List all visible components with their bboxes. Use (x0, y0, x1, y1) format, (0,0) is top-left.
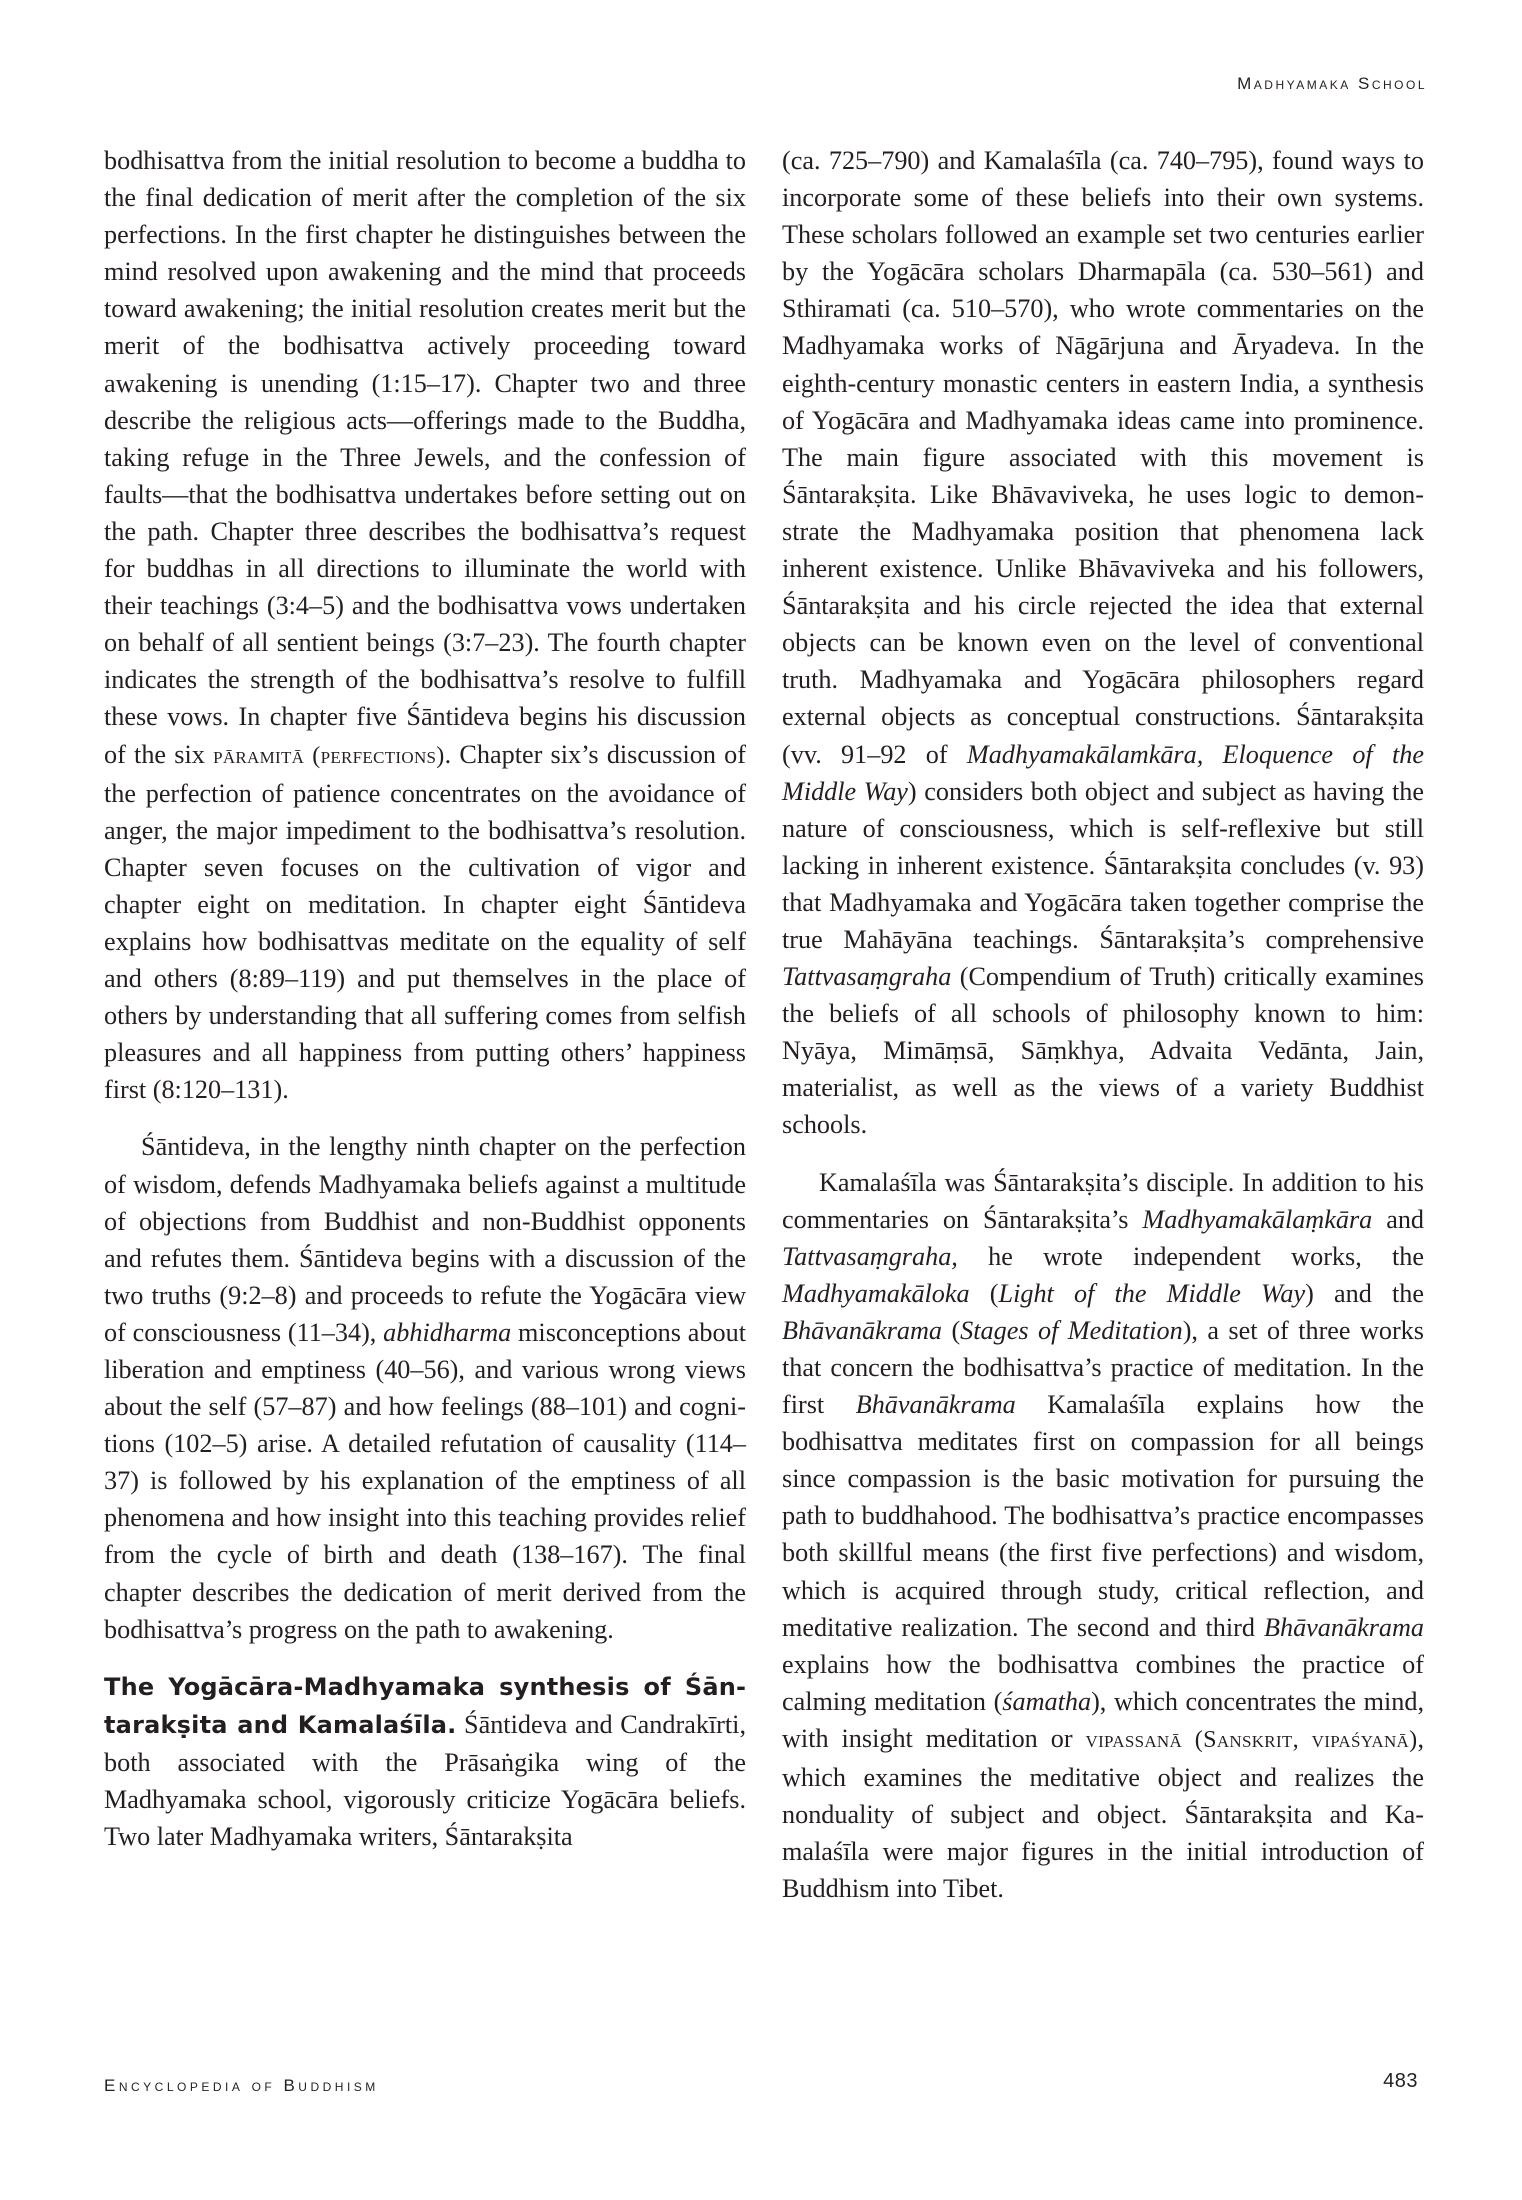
text-run: , which examines the meditative object and realizes the nonduality of subject and object. Śāntarakṣita and Kamalaśīla were major figures in the initial introduction of Buddhism into Tibet. (782, 1723, 1425, 1904)
italic-title: Tattvasaṃgraha, (782, 1241, 958, 1271)
paragraph-kamalasila (782, 1164, 1424, 1908)
text-run: ) considers both object and subject as having the nature of consciousness, which is self-reflexive but still lacking in inherent existence. Śāntarakṣita concludes (v. 93) that Madhyamaka and Yogācāra taken together comprise the true Mahāyāna teachings. Śāntarakṣita’s comprehensive (782, 776, 1424, 954)
italic-title: Madhyamakāloka (782, 1278, 970, 1308)
paragraph-ninth-chapter (104, 1128, 746, 1647)
footer-book-title: Encyclopedia of Buddhism (104, 2076, 379, 2095)
cross-reference[interactable]: pāramitā (perfections) (213, 742, 445, 769)
text-run: Kamalaśīla explains how the bodhisattva meditates first on compassion for all beings since compassion is the basic motivation for pursuing the path to buddhahood. The bodhisattva’s practice encompasses both skillful means (the first five perfections) and wisdom, which is acquired through study, critical reflection, and meditative realization. The second and third (782, 1390, 1425, 1642)
left-column (104, 142, 746, 1875)
text-run: bodhisattva from the initial resolution to become a buddha to the final dedication of merit after the completion of the six perfections. In the first chapter he distinguishes between the mind resolved upon awakening and the mind that proceeds toward awakening; the initial resolution creates merit but the merit of the bodhisattva actively proceeding toward awakening is unending (1:15–17). Chapter two and three describe the religious acts—offerings made to the Buddha, taking refuge in the Three Jewels, and the confession of faults—that the bodhisattva undertakes before setting out on the path. Chapter three describes the bodhisattva’s request for buddhas in all directions to illuminate the world with their teachings (3:4–5) and the bodhisattva vows undertaken on behalf of all sentient beings (3:7–23). The fourth chapter indicates the strength of the bodhisattva’s resolve to fulfill these vows. In chapter five Śāntideva begins his discussion of the six (104, 146, 746, 769)
italic-title: Tattvasaṃgraha (782, 962, 952, 992)
text-run: (ca. 725–790) and Kamalaśīla (ca. 740–795), found ways to incorporate some of these beliefs into their own systems. These scholars followed an example set two centuries earlier by the Yogācāra scholars Dharmapāla (ca. 530–561) and Sthiramati (ca. 510–570), who wrote commentaries on the Madhyamaka works of Nāgārjuna and Āryadeva. In the eighth-century monastic centers in eastern India, a synthesis of Yogācāra and Madhyamaka ideas came into prominence. The main figure associated with this movement is Śāntarakṣita. Like Bhāvaviveka, he uses logic to demonstrate the Madhyamaka position that phenomena lack inherent existence. Unlike Bhāvaviveka and his followers, Śāntarakṣita and his circle rejected the idea that external objects can be known even on the level of conventional truth. Madhyamaka and Yogācāra philosophers regard external objects as conceptual constructions. Śāntarakṣita (vv. 91–92 of (782, 146, 1424, 769)
text-run: and (1372, 1204, 1425, 1234)
text-run: ), which concentrates the mind, with insight meditation or (782, 1686, 1424, 1753)
right-column (782, 142, 1424, 1927)
text-run: . Chapter six’s discussion of the perfection of patience concentrates on the avoidance of anger, the major impediment to the bodhisattva’s resolution. Chapter seven focuses on the cultivation of vigor and chapter eight on meditation. In chapter eight Śāntideva explains how bodhisattvas meditate on the equality of self and others (8:89–119) and put themselves in the place of others by understanding that all suffering comes from selfish pleasures and all happiness from putting others’ happiness first (8:120–131). (104, 739, 746, 1105)
text-run: ( (942, 1315, 961, 1345)
text-run: misconceptions about liberation and emptiness (40–56), and various wrong views about the self (57–87) and how feelings (88–101) and cognitions (102–5) arise. A detailed refutation of causality (114–37) is followed by his explanation of the emptiness of all phenomena and how insight into this teaching provides relief from the cycle of birth and death (138–167). The final chapter describes the dedication of merit derived from the bodhisattva’s progress on the path to awakening. (104, 1317, 746, 1644)
running-head: Madhyamaka School (1237, 74, 1427, 93)
text-run: Kamalaśīla was Śāntarakṣita’s disciple. In addition to his commentaries on Śāntarakṣita’s (782, 1167, 1424, 1234)
text-run: ( (969, 1278, 999, 1308)
text-run: ), a set of three works that concern the bodhisattva’s practice of meditation. In the first (782, 1315, 1424, 1420)
italic-title: Stages of Meditation (960, 1315, 1183, 1345)
page-number: 483 (1383, 2070, 1418, 2092)
text-run: Śāntideva, in the lengthy ninth chapter on the perfection of wisdom, defends Madhyamaka beliefs against a multitude of objections from Buddhist and non-Buddhist opponents and refutes them. Śāntideva begins with a discussion of the two truths (9:2–8) and proceeds to refute the Yogācāra view of consciousness (11–34), (104, 1132, 746, 1347)
text-run: he wrote independent works, the (957, 1241, 1424, 1271)
cross-reference[interactable]: vipassanā (Sanskrit, vipaśyanā) (1085, 1726, 1418, 1753)
text-run: (Compendium of Truth) critically examines the beliefs of all schools of philosophy known to him: Nyāya, Mimāṃsā, Sāṃkhya, Advaita Vedānta, Jain, materialist, as well as the views of a variety Buddhist schools. (782, 962, 1424, 1140)
text-run: ) and the (1305, 1278, 1424, 1308)
italic-title: Madhyamakālaṃkāra (1142, 1204, 1373, 1234)
italic-title: Bhāvanākrama (782, 1315, 943, 1345)
italic-title: abhidharma (383, 1317, 512, 1347)
text-run: explains how the bodhisattva combines the practice of calming meditation ( (782, 1649, 1424, 1716)
paragraph-santaraksita (782, 142, 1424, 1144)
italic-title: Madhyamakālamkāra, Eloquence of the Middle Way (782, 739, 1424, 806)
paragraph-synthesis-heading (104, 1668, 746, 1855)
italic-title: Bhāvanākrama (1263, 1612, 1424, 1642)
italic-title: Light of the Middle Way (998, 1278, 1306, 1308)
section-heading: The Yogācāra-Madhyamaka synthesis of Śāntarakṣita and Kamalaśīla. (104, 1672, 746, 1739)
italic-title: Bhāvanākrama (855, 1390, 1016, 1420)
paragraph-bodhicaryavatara-chapters (104, 142, 746, 1108)
text-run: Śāntideva and Candrakīrti, both associated with the Prāsaṅgika wing of the Madhyamaka school, vigorously criticize Yogācāra beliefs. Two later Madhyamaka writers, Śāntarakṣita (104, 1709, 747, 1852)
italic-title: śamatha (1002, 1686, 1092, 1716)
